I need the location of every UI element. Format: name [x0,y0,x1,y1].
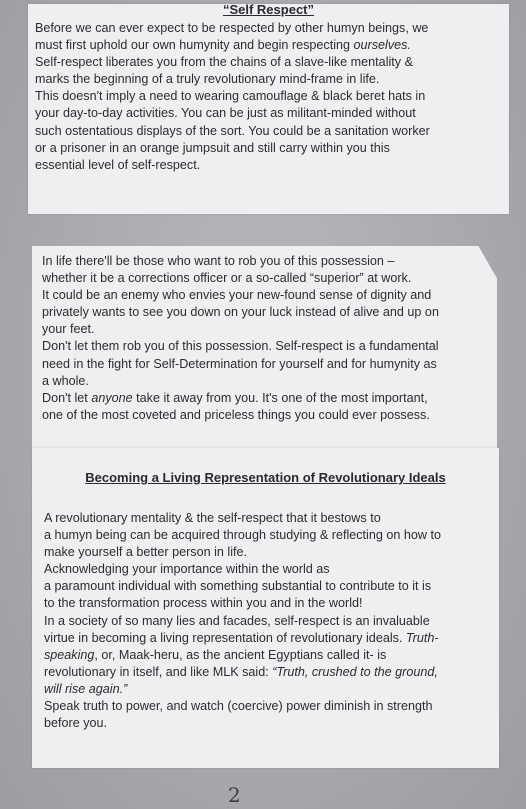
self-respect-title: “Self Respect” [222,2,315,17]
body-line: Self-respect liberates you from the chains of a slave-like mentality & [35,55,413,70]
body-line: a paramount individual with something substantial to contribute to it is [44,579,432,594]
body-line: In a society of so many lies and facades, self-respect is an invaluable [44,613,430,628]
body-line [35,37,430,54]
body-text: take it away from you. It's one of the most important, [136,390,428,405]
possession-body [42,253,439,424]
body-line: It could be an enemy who envies your new-found sense of dignity and [42,288,432,303]
body-line: Before we can ever expect to be respected by other humyn beings, we [35,21,429,35]
revolutionary-ideals-title: Becoming a Living Representation of Revolutionary Ideals [85,470,446,485]
body-text: virtue in becoming a living representation of revolutionary ideals. [44,630,406,645]
body-text: , or, Maak-heru, as the ancient Egyptians called it- is [94,647,387,662]
body-line [44,664,441,681]
body-line: a whole. [42,373,89,388]
body-line: your day-to-day activities. You can be just as militant-minded without [35,106,416,121]
body-line: This doesn't imply a need to wearing camouflage & black beret hats in [35,89,426,104]
body-text: revolutionary in itself, and like MLK said: [44,664,273,679]
emphasis-text: speaking [44,647,95,662]
body-line: a humyn being can be acquired through studying & reflecting on how to [44,528,441,543]
emphasis-text: ourselves. [353,38,411,53]
body-text: Don't let [42,390,92,405]
body-line: to the transformation process within you and in the world! [44,596,363,611]
emphasis-text: anyone [91,390,133,405]
body-line: one of the most coveted and priceless things you could ever possess. [42,407,430,422]
body-line [44,630,441,647]
body-line: Speak truth to power, and watch (coercive) power diminish in strength [44,699,433,714]
body-line: your feet. [42,322,95,337]
body-line [42,390,439,407]
emphasis-text: Truth- [405,630,439,645]
self-respect-body [35,20,430,174]
body-line: In life there'll be those who want to rob you of this possession – [42,254,395,268]
quote-text: “Truth, crushed to the ground, [272,664,438,679]
body-line: need in the fight for Self-Determination for yourself and for humynity as [42,356,437,371]
body-line [44,681,441,698]
body-line: essential level of self-respect. [35,157,201,172]
body-text: must first uphold our own humynity and begin respecting [35,38,354,53]
body-line: Don't let them rob you of this possession. Self-respect is a fundamental [42,339,439,354]
body-line: such ostentatious displays of the sort. You could be a sanitation worker [35,123,430,138]
body-line: Acknowledging your importance within the world as [44,562,330,577]
body-line: privately wants to see you down on your luck instead of alive and up on [42,305,439,320]
body-line: whether it be a corrections officer or a so-called “superior” at work. [42,271,412,286]
body-line: A revolutionary mentality & the self-respect that it bestows to [44,511,381,525]
body-line: make yourself a better person in life. [44,545,248,560]
revolutionary-ideals-body [44,510,441,732]
quote-text: will rise again.” [44,681,128,696]
body-line [44,647,441,664]
body-line: marks the beginning of a truly revolutionary mind-frame in life. [35,72,380,87]
body-line: or a prisoner in an orange jumpsuit and still carry within you this [35,140,390,155]
body-line: before you. [44,716,108,731]
page-number: 2 [228,783,241,807]
